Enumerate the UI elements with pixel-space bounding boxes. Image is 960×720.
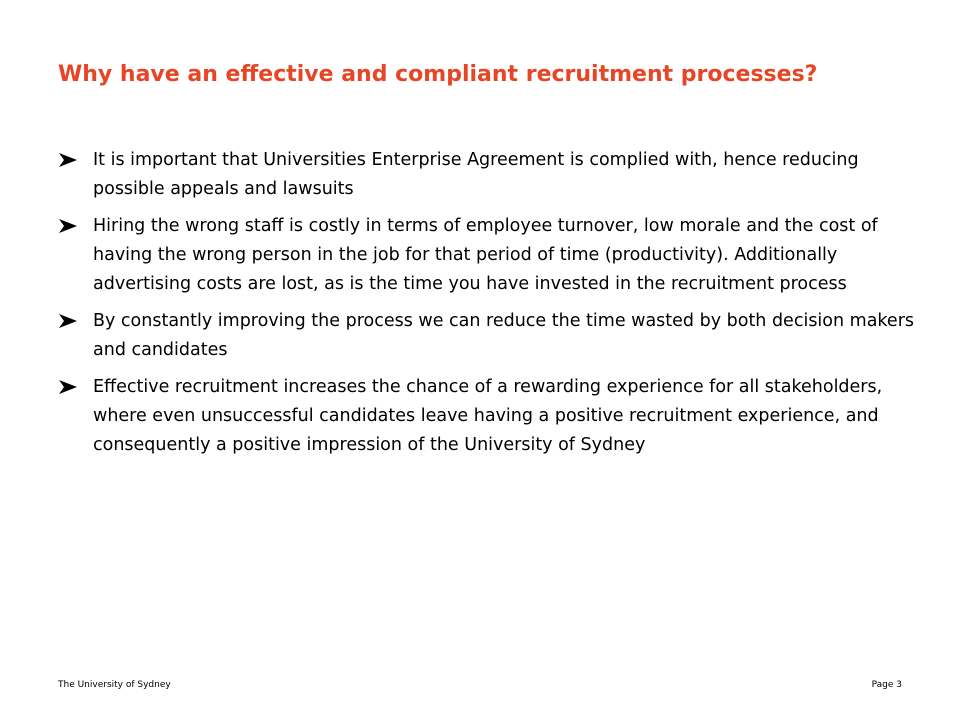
arrow-bullet-icon xyxy=(58,146,80,175)
bullet-text: By constantly improving the process we can reduce the time wasted by both decision makers and candidates xyxy=(93,311,915,360)
arrow-bullet-icon xyxy=(58,307,80,336)
arrow-bullet-icon xyxy=(58,212,80,241)
bullet-text: It is important that Universities Enterprise Agreement is complied with, hence reducing possible appeals and lawsuits xyxy=(93,150,859,199)
bullet-item xyxy=(58,307,918,365)
bullet-item xyxy=(58,212,918,299)
slide-title: Why have an effective and compliant recruitment processes? xyxy=(58,62,818,87)
bullet-item xyxy=(58,373,918,460)
footer-organization: The University of Sydney xyxy=(58,680,171,690)
bullet-list xyxy=(58,146,918,468)
bullet-item xyxy=(58,146,918,204)
page-number: Page 3 xyxy=(871,680,902,690)
bullet-text: Effective recruitment increases the chance of a rewarding experience for all stakeholders, where even unsuccessful candidates leave having a positive recruitment experience, and consequently a positive impression of the University of Sydney xyxy=(93,377,883,455)
bullet-text: Hiring the wrong staff is costly in terms of employee turnover, low morale and the cost of having the wrong person in the job for that period of time (productivity). Additionally advertising costs are lost, as is the time you have invested in the recruitment process xyxy=(93,216,878,294)
arrow-bullet-icon xyxy=(58,373,80,402)
